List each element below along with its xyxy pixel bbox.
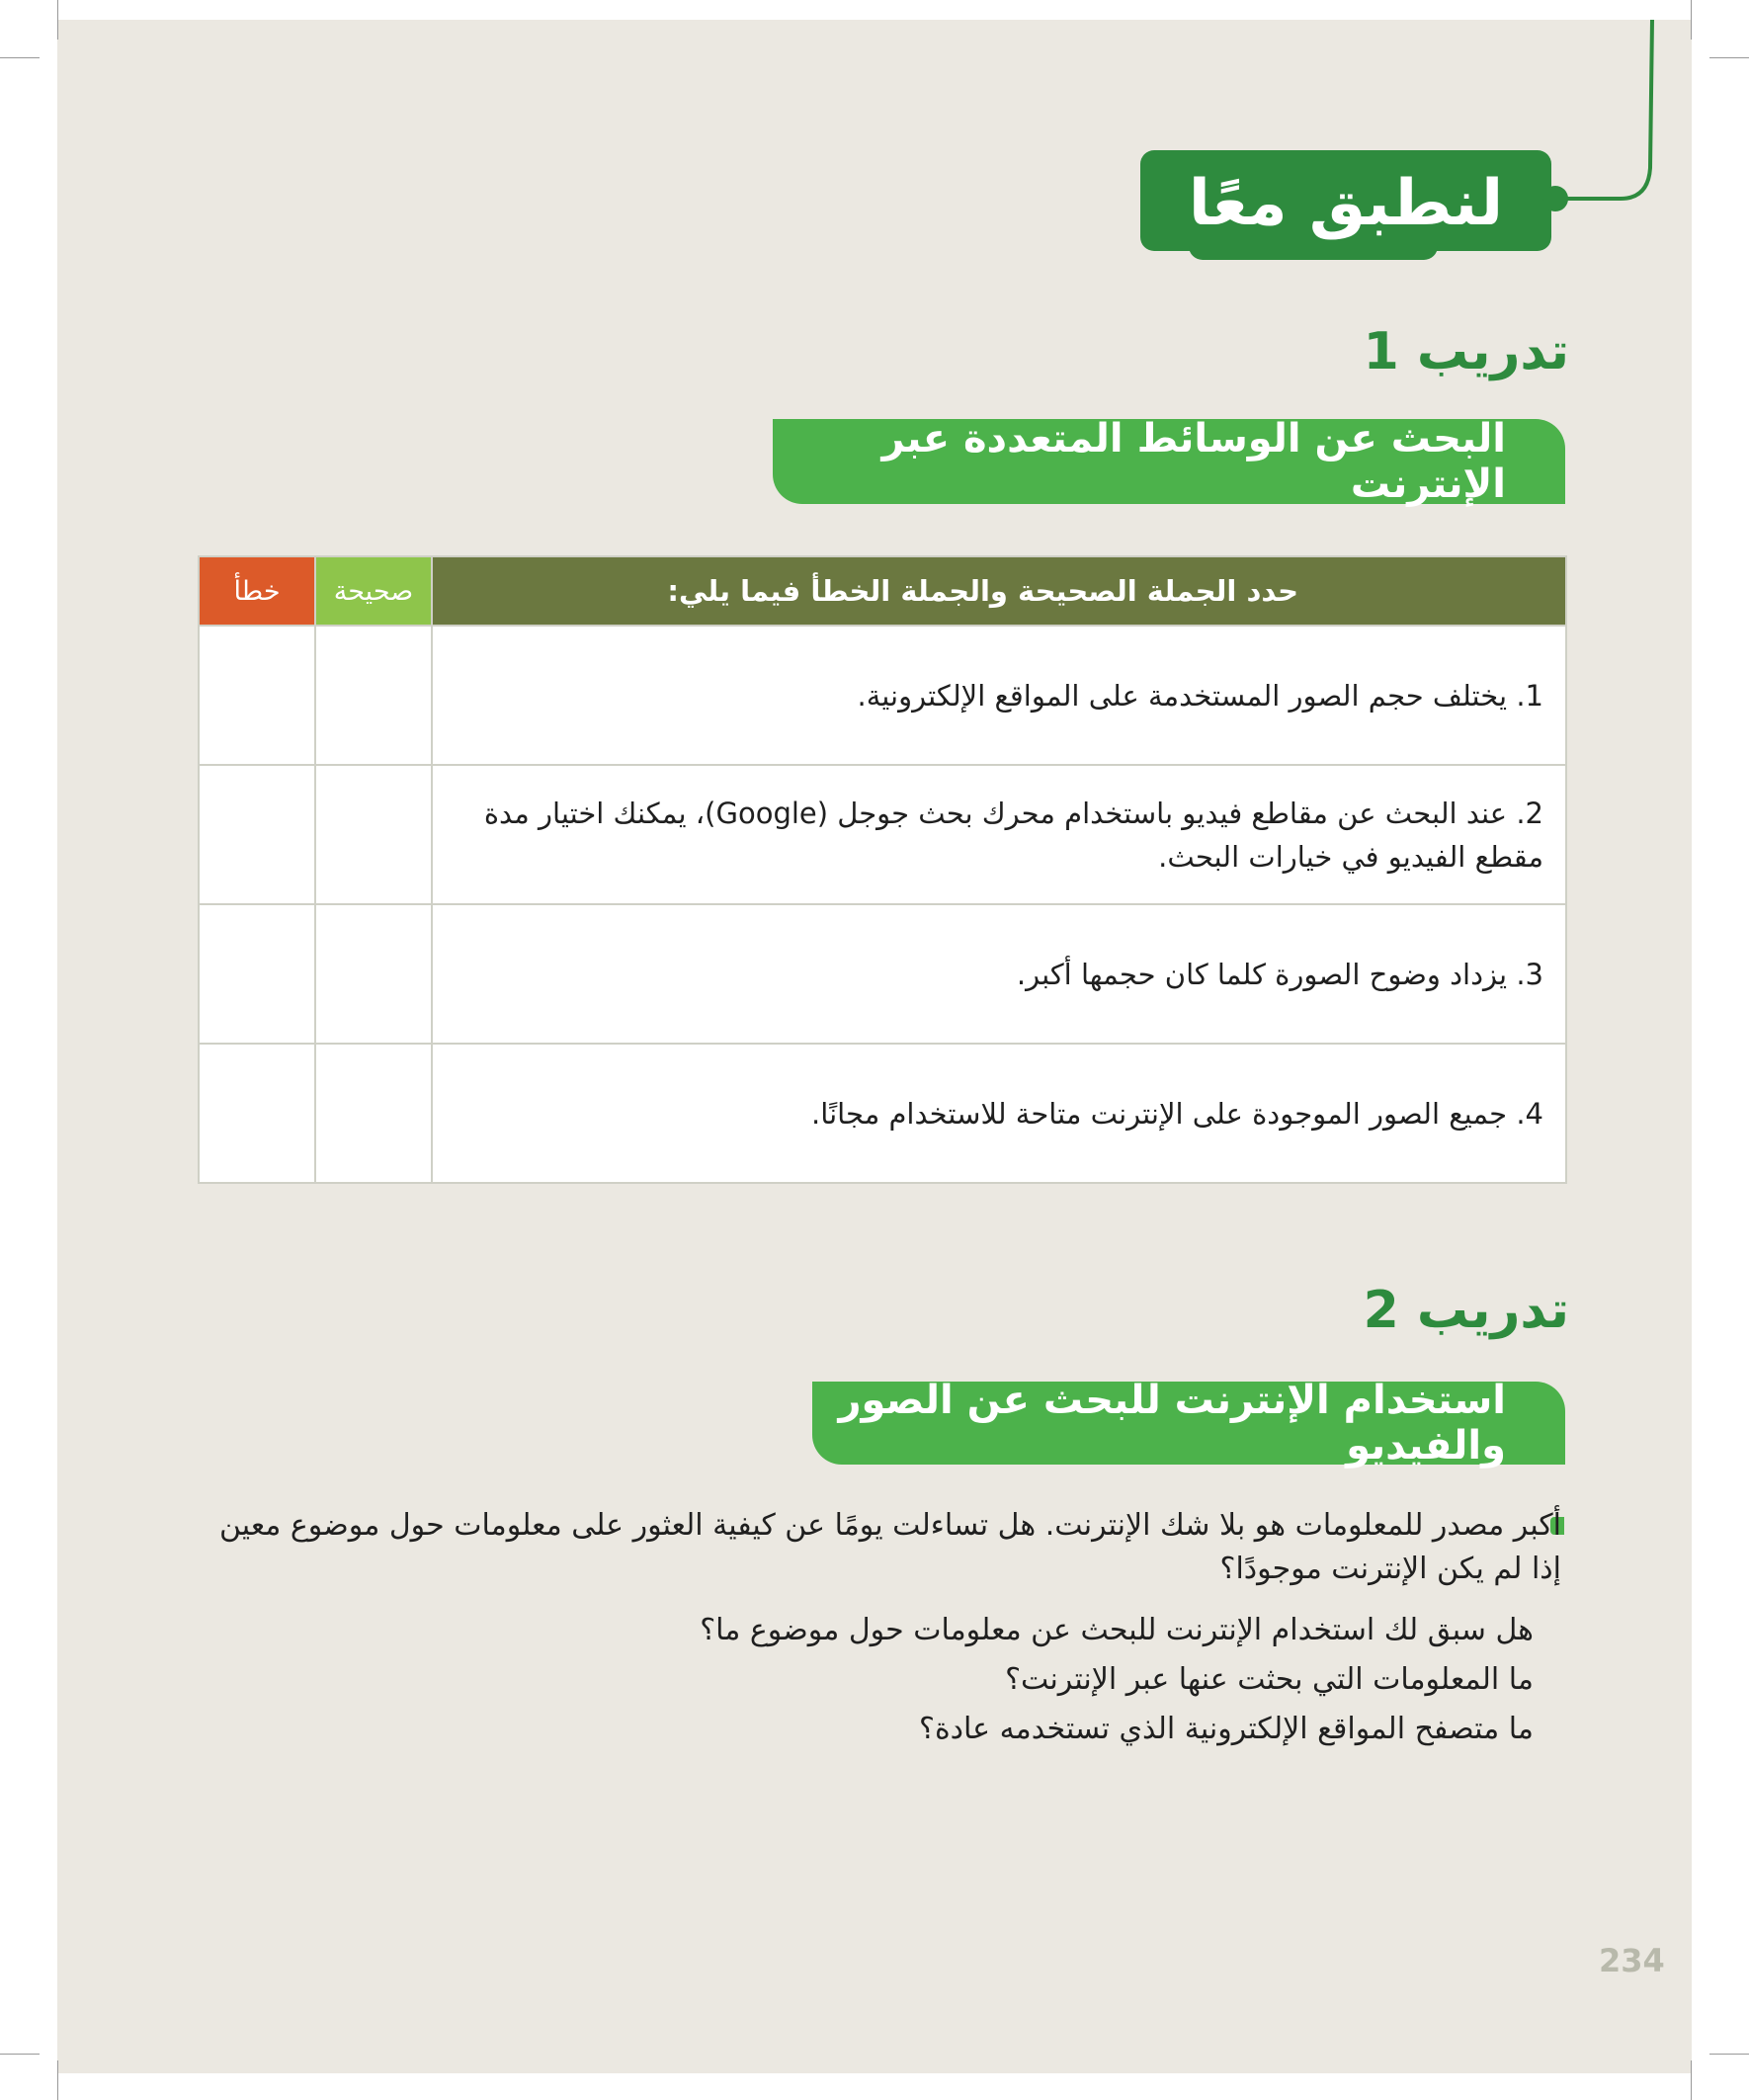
answer-true-cell[interactable] [315,1044,432,1183]
page-title: لنطبق معًا [1188,167,1504,240]
answer-true-cell[interactable] [315,765,432,904]
exercise2-intro: أكبر مصدر للمعلومات هو بلا شك الإنترنت. هل تساءلت يومًا عن كيفية العثور على معلومات حول موضوع معين إذا لم يكن الإنترنت موجودًا؟ [218,1508,1561,1586]
crop-mark [1709,2054,1749,2055]
answer-true-cell[interactable] [315,904,432,1044]
question-2: ما المعلومات التي بحثت عنها عبر الإنترنت؟ [1005,1662,1534,1697]
crop-mark [57,2060,58,2100]
table-header-row [199,556,1566,626]
statement-1: 1. يختلف حجم الصور المستخدمة على المواقع الإلكترونية. [432,626,1566,765]
table-header-true: صحيحة [315,556,432,626]
table-row [199,904,1566,1044]
answer-true-cell[interactable] [315,626,432,765]
question-1: هل سبق لك استخدام الإنترنت للبحث عن معلومات حول موضوع ما؟ [700,1613,1534,1647]
statement-3: 3. يزداد وضوح الصورة كلما كان حجمها أكبر. [432,904,1566,1044]
exercise1-section-title: البحث عن الوسائط المتعددة عبر الإنترنت [773,419,1565,504]
table-row [199,1044,1566,1183]
statement-2: 2. عند البحث عن مقاطع فيديو باستخدام محرك بحث جوجل (Google)، يمكنك اختيار مدة مقطع الفيديو في خيارات البحث. [432,765,1566,904]
table-row [199,765,1566,904]
statement-4: 4. جميع الصور الموجودة على الإنترنت متاحة للاستخدام مجانًا. [432,1044,1566,1183]
true-false-table [198,555,1567,1184]
crop-mark [1691,2060,1692,2100]
page-number: 234 [1599,1942,1665,1979]
question-3: ما متصفح المواقع الإلكترونية الذي تستخدمه عادة؟ [919,1712,1534,1746]
table-header-false: خطأ [199,556,315,626]
exercise1-heading: تدريب 1 [1363,322,1569,381]
table-header-question: حدد الجملة الصحيحة والجملة الخطأ فيما يلي: [432,556,1566,626]
exercise2-section-title: استخدام الإنترنت للبحث عن الصور والفيديو [812,1382,1565,1465]
answer-false-cell[interactable] [199,626,315,765]
exercise2-heading: تدريب 2 [1363,1281,1569,1340]
answer-false-cell[interactable] [199,1044,315,1183]
crop-mark [0,2054,40,2055]
answer-false-cell[interactable] [199,765,315,904]
table-row [199,626,1566,765]
answer-false-cell[interactable] [199,904,315,1044]
